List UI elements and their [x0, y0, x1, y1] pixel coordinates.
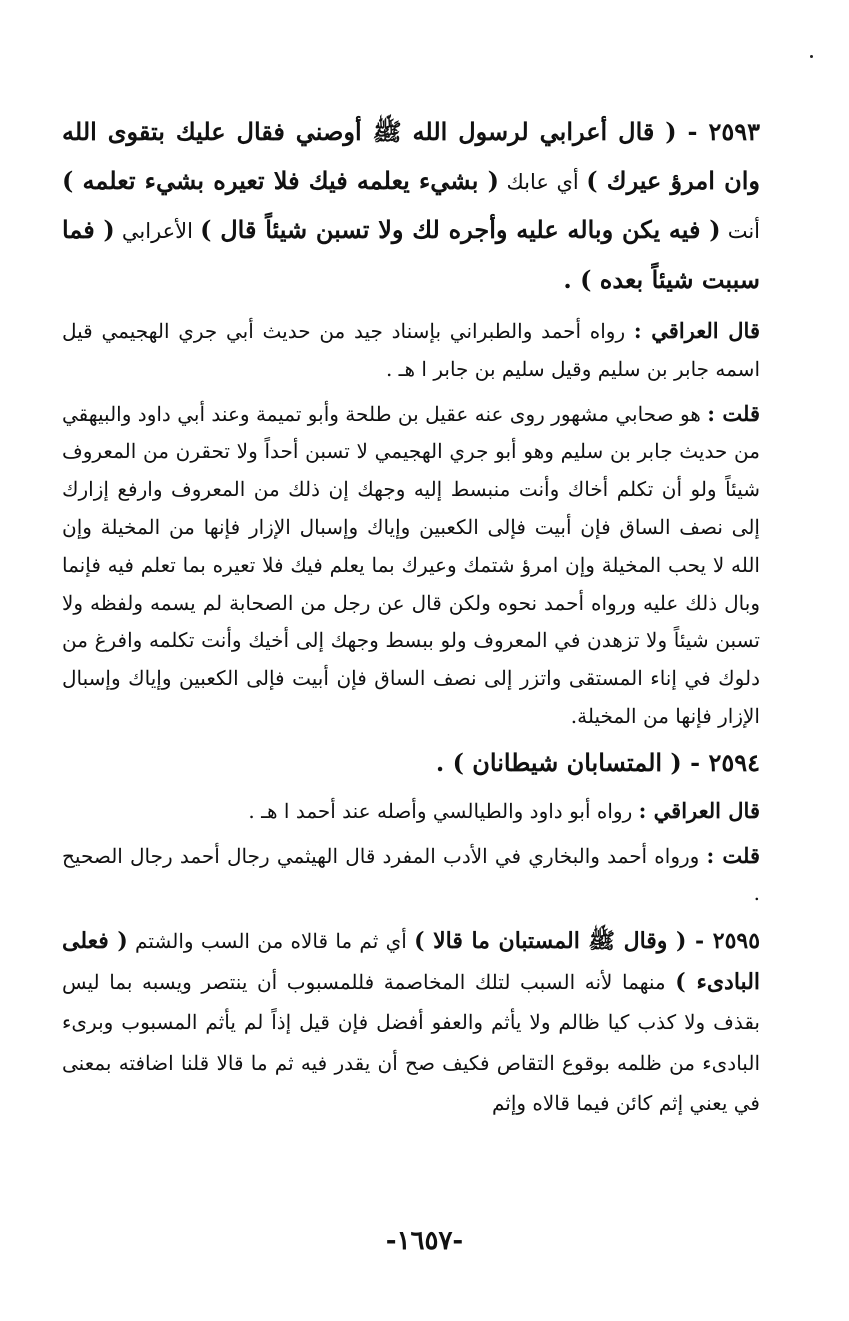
commentary-text: رواه أحمد والطبراني بإسناد جيد من حديث أبي جري الهجيمي قيل اسمه جابر بن سليم وقيل سليم بن جابر ا هـ .: [62, 319, 760, 381]
qultu-commentary: [62, 837, 760, 914]
commentary-label: قال العراقي :: [633, 318, 760, 343]
hadith-entry-2595: [62, 921, 760, 1124]
entry-number: ٢٥٩٥ -: [686, 928, 761, 955]
gloss-text: الأعرابي: [114, 219, 201, 243]
page-number: -١٦٥٧-: [385, 1226, 464, 1256]
entry-number: ٢٥٩٤ -: [681, 747, 760, 777]
iraqi-commentary: [62, 792, 760, 831]
paper-speck: [810, 55, 813, 58]
commentary-label: قلت :: [707, 400, 760, 426]
hadith-entry-2594: [62, 742, 760, 784]
hadith-text: ( فما سببت شيئاً بعده ) .: [62, 215, 760, 294]
hadith-text: ( قال أعرابي لرسول الله ﷺ أوصني فقال عليك بتقوى الله وان امرؤ عيرك ): [62, 117, 760, 195]
iraqi-commentary: [62, 312, 760, 389]
qultu-commentary: [62, 395, 760, 736]
hadith-text: ( المتسابان شيطانان ) .: [435, 747, 682, 777]
gloss-text: أي عابك: [498, 169, 587, 194]
entry-number: ٢٥٩٣ -: [676, 117, 760, 146]
hadith-text: ( بشيء يعلمه فيك فلا تعيره بشيء تعلمه ): [62, 165, 499, 195]
commentary-text: رواه أبو داود والطيالسي وأصله عند أحمد ا هـ .: [248, 798, 639, 823]
commentary-label: قال العراقي :: [638, 797, 760, 823]
hadith-text: ( فيه يكن وباله عليه وأجره لك ولا تسبن شيئاً قال ): [200, 215, 721, 244]
gloss-text: أي ثم ما قالاه من السب والشتم: [127, 929, 415, 954]
gloss-text: أنت: [720, 219, 761, 243]
commentary-text: ورواه أحمد والبخاري في الأدب المفرد قال الهيثمي رجال أحمد رجال الصحيح .: [62, 843, 760, 906]
commentary-label: قلت :: [706, 842, 760, 868]
page-body: [62, 108, 760, 1132]
hadith-text: ( فعلى البادىء ): [62, 928, 761, 995]
hadith-text: ( وقال ﷺ المستبان ما قالا ): [414, 928, 687, 955]
commentary-text: هو صحابي مشهور روى عنه عقيل بن طلحة وأبو تميمة وعند أبي داود والبيهقي من حديث جابر بن سليم وهو أبو جري الهجيمي لا تسبن أحداً ولا تحقرن من المعروف شيئاً ولو أن تكلم أخاك وأنت منبسط إليه وجهك إن ذلك من المعروف وارفع إزارك إلى نصف الساق فإن أبيت فإلى الكعبين وإياك وإسبال الإزار فإنها من المخيلة وإن الله لا يحب المخيلة وإن امرؤ شتمك وعيرك بما يعلم فيك فلا تعيره بما تعلم فيه فإنما وبال ذلك عليه ورواه أحمد نحوه ولكن قال عن رجل من الصحابة لم يسمه ولفظه ولا تسبن شيئاً ولا تزهدن في المعروف ولو ببسط وجهك إلى أخيك وأنت تكلمه وافرغ من دلوك في إناء المستقى واتزر إلى نصف الساق فإن أبيت فإلى الكعبين وإياك وإسبال الإزار فإنها من المخيلة.: [62, 401, 760, 728]
gloss-text: منهما لأنه السبب لتلك المخاصمة فللمسبوب أن ينتصر ويسبه بما ليس بقذف ولا كذب كيا ظالم ولا يأثم والعفو أفضل فإن قيل إذاً لم يأثم المسبوب وبرىء البادىء من ظلمه بوقوع التقاص فكيف صح أن يقدر فيه ثم ما قالا قلنا اضافته بمعنى في يعني إثم كائن فيما قالاه وإثم: [62, 969, 760, 1116]
hadith-entry-2593: [62, 108, 760, 304]
